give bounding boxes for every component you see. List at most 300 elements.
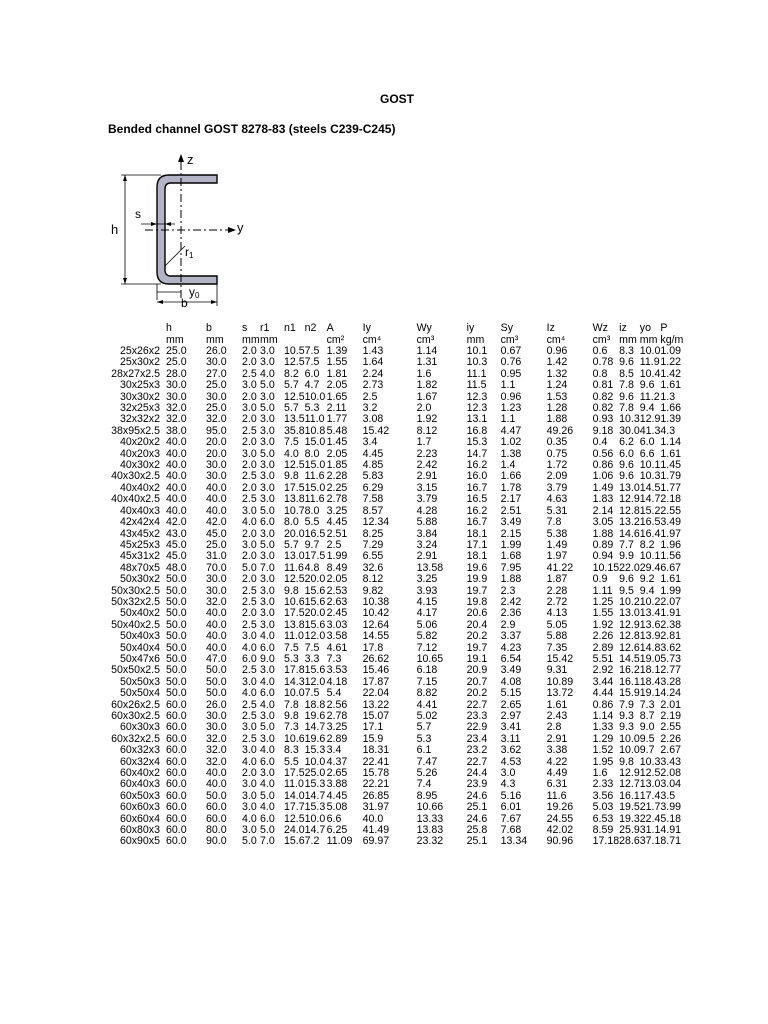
table-cell-desig: 45x25x3 [119, 538, 160, 551]
table-cell-iy: 19.7 [466, 584, 488, 597]
table-cell-Wz: 1.49 [592, 481, 614, 494]
table-cell-s: 6.0 [242, 652, 257, 665]
table-cell-yo: 10.1 [639, 550, 661, 563]
table-cell-Wy: 7.4 [416, 778, 432, 791]
column-header-desig [86, 322, 166, 334]
table-cell-iz: 9.6 [619, 390, 634, 403]
table-cell-P: 1.99 [660, 584, 682, 597]
table-cell-b: 25.0 [206, 402, 227, 415]
table-cell-P: 1.3 [660, 390, 676, 403]
table-cell-desig: 50x50x4 [119, 687, 160, 700]
table-cell-A: 1.55 [326, 356, 348, 369]
table-cell-P: 1.96 [660, 538, 682, 551]
table-cell-s: 2.0 [242, 550, 257, 563]
table-cell-r1: 3.0 [260, 664, 275, 677]
table-cell-n2: 7.5 [304, 345, 320, 357]
h-dim-arrow-top-icon [123, 175, 127, 181]
table-cell-Sy: 7.95 [500, 561, 522, 574]
table-cell-iz: 28.6 [619, 835, 640, 848]
table-cell-b: 80.0 [206, 824, 227, 837]
table-cell-Wz: 0.6 [592, 345, 608, 357]
table-cell-h: 40.0 [166, 493, 187, 506]
table-cell-A: 3.25 [326, 721, 348, 734]
table-cell-s: 3.0 [242, 447, 257, 460]
table-cell-P: 4.91 [660, 824, 682, 837]
z-axis-label: z [187, 152, 194, 167]
table-cell-iz: 9.5 [619, 584, 634, 597]
table-cell-Wz: 0.82 [592, 402, 614, 415]
table-cell-iz: 8.3 [619, 345, 634, 357]
table-cell-desig: 28x27x2.5 [111, 367, 160, 380]
table-cell-Wz: 10.15 [592, 561, 620, 574]
channel-properties-table [86, 322, 690, 848]
table-cell-Wz: 1.83 [592, 493, 614, 506]
table-cell-s: 4.0 [242, 755, 257, 768]
table-cell-Iy: 15.46 [362, 664, 390, 677]
table-cell-A: 2.05 [326, 379, 348, 392]
table-cell-Wy: 8.82 [416, 687, 438, 700]
table-cell-yo: 14.7 [639, 493, 661, 506]
table-cell-n2: 12.0 [304, 630, 326, 643]
table-cell-n2: 5.5 [304, 516, 320, 529]
table-cell-b: 25.0 [206, 379, 227, 392]
table-cell-iz: 6.0 [619, 447, 634, 460]
table-cell-Iz: 1.61 [546, 698, 568, 711]
table-cell-b: 20.0 [206, 436, 227, 449]
column-unit-b: mm [206, 334, 224, 346]
table-cell-Iz: 7.35 [546, 641, 568, 654]
column-header-Iy: Iy [362, 322, 371, 334]
table-cell-Iy: 18.31 [362, 744, 390, 757]
table-cell-s: 2.0 [242, 459, 257, 472]
table-cell-A: 2.51 [326, 527, 348, 540]
table-cell-desig: 42x42x4 [119, 516, 160, 529]
column-header-Iz: Iz [546, 322, 555, 334]
table-cell-yo: 8.2 [639, 538, 655, 551]
table-cell-yo: 9.0 [639, 721, 655, 734]
table-cell-b: 70.0 [206, 561, 227, 574]
table-cell-Sy: 1.88 [500, 573, 522, 586]
table-cell-Iy: 8.57 [362, 504, 384, 517]
table-cell-Wz: 1.29 [592, 732, 614, 745]
section-title: Bended channel GOST 8278-83 (steels C239-C245) [108, 122, 396, 136]
table-cell-P: 3.99 [660, 801, 682, 814]
table-cell-iz: 14.5 [619, 652, 640, 665]
table-cell-n1: 5.7 [284, 538, 299, 551]
table-cell-r1: 4.0 [260, 801, 275, 814]
table-cell-Iy: 22.41 [362, 755, 390, 768]
table-cell-yo: 13.4 [639, 607, 661, 620]
column-unit-iz: mm [619, 334, 637, 346]
table-cell-Iz: 1.32 [546, 367, 568, 380]
table-cell-yo: 12.9 [639, 413, 661, 426]
table-cell-A: 2.63 [326, 595, 348, 608]
table-cell-Wz: 3.44 [592, 675, 614, 688]
table-cell-n2: 11.6 [304, 470, 325, 483]
table-cell-A: 3.4 [326, 744, 342, 757]
table-cell-A: 5.48 [326, 424, 348, 437]
b-dim-label: b [181, 296, 188, 308]
table-cell-P: 1.91 [660, 607, 682, 620]
table-cell-s: 2.5 [242, 698, 257, 711]
column-header-Wz: Wz [592, 322, 608, 334]
table-cell-Sy: 2.17 [500, 493, 522, 506]
table-cell-n2: 9.7 [304, 538, 320, 551]
table-cell-b: 26.0 [206, 345, 227, 357]
table-cell-s: 3.0 [242, 801, 257, 814]
table-cell-r1: 3.0 [260, 584, 275, 597]
table-cell-r1: 5.0 [260, 447, 275, 460]
table-cell-yo: 19.0 [639, 652, 661, 665]
table-cell-r1: 4.0 [260, 698, 275, 711]
column-unit-Wz: cm³ [592, 334, 611, 346]
table-cell-P: 3.43 [660, 755, 682, 768]
table-cell-h: 60.0 [166, 755, 187, 768]
table-cell-n1: 5.5 [284, 755, 299, 768]
table-cell-b: 40.0 [206, 618, 227, 631]
table-cell-n1: 12.5 [284, 356, 305, 369]
table-cell-n1: 7.3 [284, 721, 299, 734]
table-cell-b: 50.0 [206, 687, 227, 700]
table-cell-A: 4.45 [326, 789, 348, 802]
table-cell-desig: 38x95x2.5 [111, 424, 160, 437]
table-cell-Iy: 14.55 [362, 630, 390, 643]
table-cell-Wz: 0.4 [592, 436, 608, 449]
table-cell-r1: 5.0 [260, 824, 275, 837]
column-unit-A: cm² [326, 334, 345, 346]
table-cell-P: 2.77 [660, 664, 682, 677]
table-cell-b: 32.0 [206, 413, 227, 426]
table-cell-n1: 14.0 [284, 789, 305, 802]
table-cell-Iz: 13.72 [546, 687, 574, 700]
table-cell-n1: 8.2 [284, 367, 299, 380]
table-cell-iz: 13.2 [619, 516, 640, 529]
table-cell-h: 25.0 [166, 345, 187, 357]
column-header-Wy: Wy [416, 322, 432, 334]
table-cell-iz: 9.9 [619, 550, 634, 563]
table-cell-Iy: 40.0 [362, 812, 384, 825]
column-header-r1: r1 [260, 322, 270, 334]
table-cell-h: 40.0 [166, 481, 187, 494]
table-cell-iz: 14.6 [619, 527, 640, 540]
table-cell-Iy: 6.55 [362, 550, 384, 563]
table-row [86, 802, 690, 813]
table-cell-Sy: 0.95 [500, 367, 522, 380]
table-cell-A: 4.61 [326, 641, 348, 654]
table-body [86, 346, 690, 848]
table-cell-iy: 25.8 [466, 824, 488, 837]
table-cell-r1: 5.0 [260, 538, 275, 551]
table-cell-Sy: 2.51 [500, 504, 522, 517]
table-cell-n1: 10.6 [284, 595, 305, 608]
table-cell-A: 1.77 [326, 413, 348, 426]
table-cell-Sy: 4.3 [500, 778, 516, 791]
table-cell-Wy: 3.84 [416, 527, 438, 540]
table-cell-Iy: 2.5 [362, 390, 378, 403]
table-cell-Iy: 4.45 [362, 447, 384, 460]
table-cell-Iy: 7.29 [362, 538, 384, 551]
table-cell-desig: 43x45x2 [119, 527, 160, 540]
table-cell-yo: 10.3 [639, 470, 661, 483]
table-cell-Iz: 41.22 [546, 561, 574, 574]
table-cell-Sy: 1.02 [500, 436, 522, 449]
table-cell-Wz: 0.9 [592, 573, 608, 586]
column-unit-Wy: cm³ [416, 334, 435, 346]
table-cell-n2: 15.3 [304, 778, 326, 791]
table-cell-Wy: 5.88 [416, 516, 438, 529]
table-cell-iy: 25.1 [466, 835, 488, 848]
table-cell-A: 3.53 [326, 664, 348, 677]
table-cell-yo: 17.4 [639, 789, 661, 802]
table-cell-Wy: 4.41 [416, 698, 438, 711]
table-cell-iy: 22.9 [466, 721, 488, 734]
table-cell-yo: 15.2 [639, 504, 661, 517]
table-cell-P: 2.26 [660, 732, 682, 745]
table-cell-s: 3.0 [242, 744, 257, 757]
table-cell-P: 1.97 [660, 527, 682, 540]
table-cell-iz: 13.0 [619, 607, 640, 620]
table-cell-r1: 3.0 [260, 390, 275, 403]
table-cell-Sy: 6.01 [500, 801, 522, 814]
table-cell-Wy: 13.33 [416, 812, 444, 825]
table-cell-iz: 7.8 [619, 402, 634, 415]
y-axis-arrow-icon [228, 227, 236, 233]
table-cell-h: 60.0 [166, 698, 187, 711]
table-cell-Wz: 0.86 [592, 459, 614, 472]
table-cell-Iz: 49.26 [546, 424, 574, 437]
table-cell-A: 2.65 [326, 767, 348, 780]
table-cell-A: 11.09 [326, 835, 353, 848]
table-cell-P: 6.67 [660, 561, 682, 574]
table-cell-Sy: 2.65 [500, 698, 522, 711]
table-cell-n2: 14.7 [304, 721, 326, 734]
column-header-n2: n2 [304, 322, 317, 334]
table-cell-Wz: 2.92 [592, 664, 614, 677]
table-cell-iy: 24.4 [466, 767, 488, 780]
table-cell-desig: 60x40x2 [119, 767, 160, 780]
table-cell-Sy: 2.42 [500, 595, 522, 608]
table-cell-desig: 50x50x2.5 [111, 664, 160, 677]
table-cell-iy: 24.6 [466, 789, 488, 802]
table-cell-A: 2.28 [326, 470, 348, 483]
table-cell-Iz: 1.97 [546, 550, 568, 563]
table-cell-n1: 14.3 [284, 675, 305, 688]
table-cell-n2: 15.0 [304, 481, 326, 494]
table-cell-r1: 3.0 [260, 618, 275, 631]
table-cell-Iz: 1.24 [546, 379, 568, 392]
table-cell-Wz: 2.33 [592, 778, 614, 791]
table-cell-desig: 32x32x2 [119, 413, 160, 426]
table-cell-iy: 20.4 [466, 618, 488, 631]
table-cell-b: 95.0 [206, 424, 227, 437]
table-cell-h: 40.0 [166, 436, 187, 449]
table-cell-iz: 10.2 [619, 595, 640, 608]
table-cell-s: 3.0 [242, 402, 257, 415]
table-cell-A: 6.25 [326, 824, 348, 837]
table-cell-b: 30.0 [206, 390, 227, 403]
table-cell-Wz: 1.92 [592, 618, 614, 631]
table-cell-P: 1.09 [660, 345, 682, 357]
table-cell-yo: 11.2 [639, 390, 660, 403]
table-cell-Wz: 17.18 [592, 835, 620, 848]
table-cell-desig: 48x70x5 [119, 561, 160, 574]
table-cell-Iy: 26.85 [362, 789, 390, 802]
table-cell-yo: 11.9 [639, 356, 660, 369]
table-row [86, 836, 690, 847]
table-cell-P: 3.28 [660, 675, 682, 688]
table-cell-iy: 22.7 [466, 755, 488, 768]
column-unit-Sy: cm³ [500, 334, 519, 346]
table-cell-Iy: 15.07 [362, 710, 390, 722]
table-cell-Wz: 1.6 [592, 767, 608, 780]
table-cell-yo: 13.6 [639, 618, 661, 631]
table-cell-iy: 23.3 [466, 710, 488, 722]
table-cell-Wz: 8.59 [592, 824, 614, 837]
table-cell-n1: 10.0 [284, 687, 305, 700]
table-cell-h: 60.0 [166, 789, 187, 802]
table-cell-b: 40.0 [206, 493, 227, 506]
table-cell-A: 8.49 [326, 561, 348, 574]
table-cell-r1: 3.0 [260, 493, 275, 506]
table-cell-r1: 5.0 [260, 789, 275, 802]
table-cell-yo: 18.4 [639, 675, 661, 688]
table-cell-iz: 12.9 [619, 767, 640, 780]
table-cell-A: 4.45 [326, 516, 348, 529]
table-cell-b: 30.0 [206, 710, 227, 722]
table-cell-Iy: 12.64 [362, 618, 390, 631]
table-cell-desig: 25x26x2 [119, 345, 160, 357]
table-cell-b: 90.0 [206, 835, 227, 848]
table-cell-Iy: 2.24 [362, 367, 384, 380]
table-cell-Wz: 2.14 [592, 504, 614, 517]
table-cell-Iy: 15.9 [362, 732, 384, 745]
table-cell-Iz: 5.31 [546, 504, 568, 517]
table-cell-r1: 3.0 [260, 607, 275, 620]
table-cell-Wy: 4.15 [416, 595, 438, 608]
table-cell-Wy: 1.7 [416, 436, 432, 449]
table-cell-n2: 15.0 [304, 436, 326, 449]
table-cell-desig: 50x50x3 [119, 675, 160, 688]
table-cell-desig: 60x32x4 [119, 755, 160, 768]
table-cell-r1: 3.0 [260, 573, 275, 586]
table-cell-n2: 8.0 [304, 447, 320, 460]
table-cell-Iz: 5.05 [546, 618, 568, 631]
table-cell-r1: 6.0 [260, 812, 275, 825]
table-cell-s: 2.0 [242, 356, 257, 369]
table-cell-Iy: 3.2 [362, 402, 378, 415]
table-cell-iy: 12.3 [466, 390, 488, 403]
table-cell-Sy: 2.3 [500, 584, 516, 597]
table-cell-n2: 7.5 [304, 356, 320, 369]
table-cell-yo: 7.3 [639, 698, 655, 711]
table-cell-desig: 60x30x2.5 [111, 710, 160, 722]
table-cell-desig: 40x20x3 [119, 447, 160, 460]
table-cell-r1: 7.0 [260, 561, 275, 574]
table-cell-iz: 10.3 [619, 413, 640, 426]
table-cell-Wz: 1.88 [592, 527, 614, 540]
column-unit-iy: mm [466, 334, 485, 346]
table-cell-Iz: 15.42 [546, 652, 574, 665]
table-cell-s: 4.0 [242, 516, 257, 529]
table-cell-yo: 10.3 [639, 755, 661, 768]
table-cell-iy: 20.6 [466, 607, 488, 620]
table-cell-Iy: 15.78 [362, 767, 390, 780]
table-cell-n1: 17.5 [284, 607, 305, 620]
table-cell-Wz: 5.51 [592, 652, 614, 665]
table-cell-n2: 8.0 [304, 504, 320, 517]
table-cell-desig: 60x40x3 [119, 778, 160, 791]
table-cell-n2: 11.0 [304, 413, 325, 426]
table-cell-n1: 7.5 [284, 641, 299, 654]
table-cell-n1: 5.7 [284, 402, 299, 415]
table-cell-iy: 16.0 [466, 470, 488, 483]
table-row [86, 745, 690, 756]
table-cell-n1: 5.3 [284, 652, 299, 665]
table-cell-r1: 3.0 [260, 345, 275, 357]
table-cell-Iy: 22.04 [362, 687, 390, 700]
table-cell-h: 43.0 [166, 527, 187, 540]
table-cell-Wy: 7.12 [416, 641, 438, 654]
table-cell-s: 5.0 [242, 835, 257, 848]
table-cell-P: 2.01 [660, 698, 682, 711]
table-cell-P: 1.77 [660, 481, 682, 494]
table-cell-Wy: 8.95 [416, 789, 438, 802]
table-cell-P: 2.07 [660, 595, 682, 608]
table-cell-s: 5.0 [242, 561, 257, 574]
table-cell-b: 40.0 [206, 504, 227, 517]
table-cell-Iz: 5.38 [546, 527, 568, 540]
table-cell-n2: 19.6 [304, 710, 326, 722]
table-cell-Iy: 32.6 [362, 561, 384, 574]
r1-leader-line [165, 246, 185, 266]
table-cell-s: 2.5 [242, 710, 257, 722]
table-cell-Wy: 5.7 [416, 721, 432, 734]
table-cell-b: 32.0 [206, 755, 227, 768]
table-row [86, 380, 690, 391]
table-cell-yo: 29.4 [639, 561, 661, 574]
table-cell-iz: 8.5 [619, 367, 634, 380]
table-cell-n2: 19.6 [304, 732, 326, 745]
table-cell-Sy: 0.67 [500, 345, 522, 357]
table-cell-n1: 4.0 [284, 447, 299, 460]
table-cell-Sy: 0.96 [500, 390, 522, 403]
table-cell-b: 40.0 [206, 481, 227, 494]
table-cell-iy: 16.2 [466, 459, 488, 472]
table-cell-Wy: 3.15 [416, 481, 438, 494]
table-cell-A: 2.56 [326, 698, 348, 711]
table-cell-yo: 14.8 [639, 641, 661, 654]
table-cell-n1: 7.8 [284, 698, 299, 711]
table-cell-Wz: 0.86 [592, 698, 614, 711]
table-cell-Wz: 0.89 [592, 538, 614, 551]
table-cell-Wz: 1.33 [592, 721, 614, 734]
table-cell-n2: 3.3 [304, 652, 320, 665]
table-cell-yo: 12.5 [639, 767, 661, 780]
table-row [86, 574, 690, 585]
table-cell-n2: 17.5 [304, 550, 326, 563]
table-cell-iz: 9.8 [619, 755, 634, 768]
table-cell-n2: 15.3 [304, 801, 326, 814]
table-cell-s: 2.5 [242, 732, 257, 745]
table-cell-iy: 25.1 [466, 801, 488, 814]
table-cell-Sy: 3.49 [500, 664, 522, 677]
table-cell-Iz: 0.75 [546, 447, 568, 460]
table-cell-s: 4.0 [242, 641, 257, 654]
table-cell-s: 3.0 [242, 630, 257, 643]
table-cell-s: 4.0 [242, 812, 257, 825]
table-cell-Wy: 6.18 [416, 664, 438, 677]
table-header-symbol-row [86, 322, 690, 334]
